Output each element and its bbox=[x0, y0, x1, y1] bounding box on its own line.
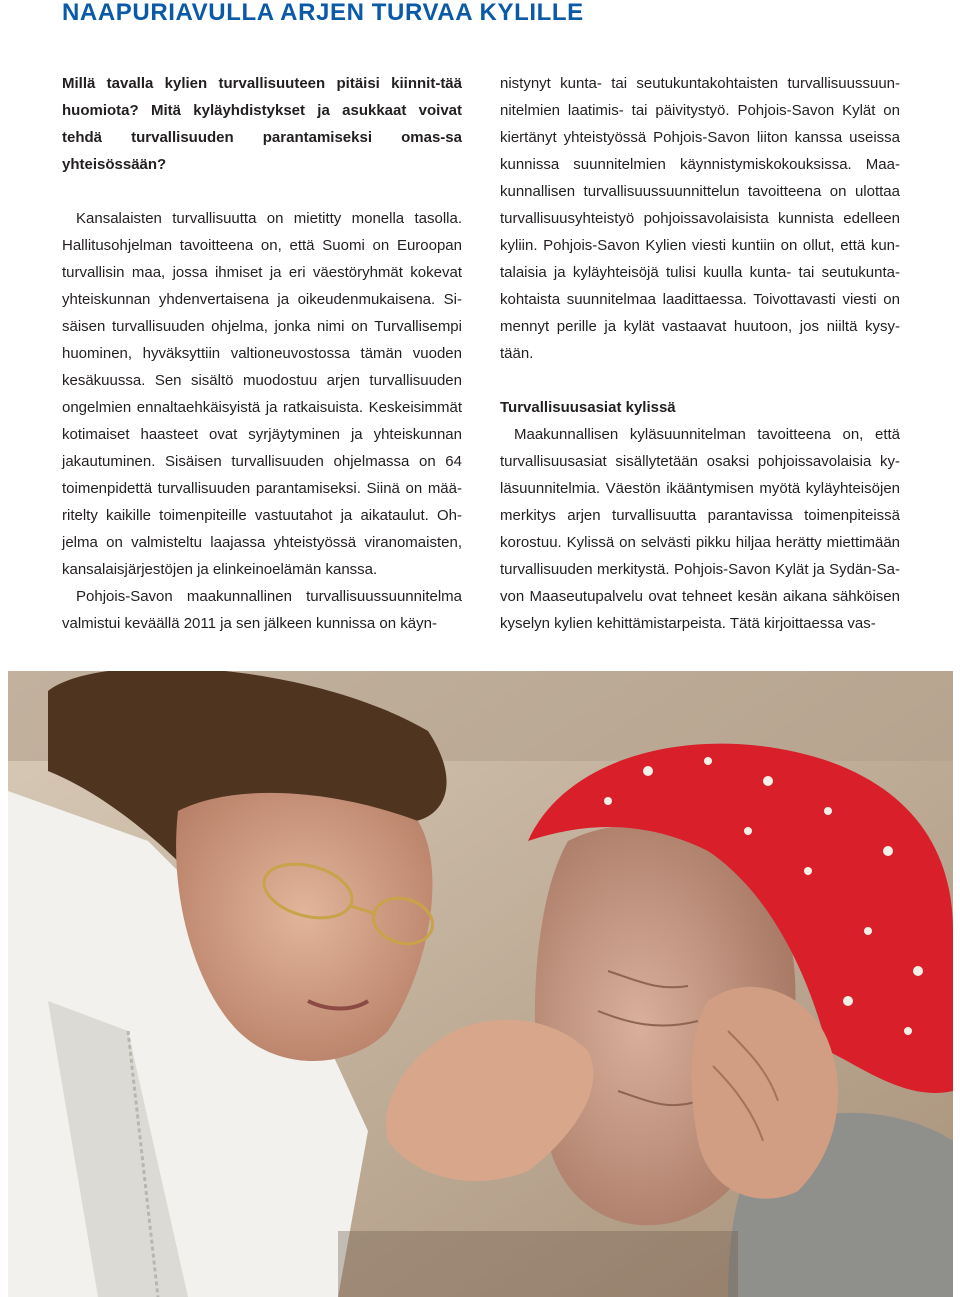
body-paragraph: Maakunnallisen kyläsuunnitelman tavoitteena on, että turvallisuusasiat sisällytetään osaksi pohjoissavolaisia ky-läsuunnitelmia. Väestön ikääntymisen myötä kyläyhteisöjen merkitys arjen turvallisuutta parantavissa toimenpiteissä korostuu. Kylissä on selvästi pikku hiljaa herätty miettimään turvallisuuden merkitystä. Pohjois-Savon Kylät ja Sydän-Sa-von Maaseutupalvelu ovat tehneet kesän aikana sähköisen kyselyn kylien kehittämistarpeista. Tätä kirjoittaessa vas- bbox=[500, 426, 900, 632]
body-paragraph: Kansalaisten turvallisuutta on mietitty monella tasolla. Hallitusohjelman tavoitteena on, että Suomi on Euroopan turvallisin maa, jossa ihmiset ja eri väestöryhmät kokevat yhteiskunnan yhdenvertaisena ja oikeudenmukaisena. Si-säisen turvallisuuden ohjelma, jonka nimi on Turvallisempi huominen, hyväksyttiin valtioneuvostossa tämän vuoden kesäkuussa. Sen sisältö muodostuu arjen turvallisuuden ongelmien ennaltaehkäisyistä ja ratkaisuista. Keskeisimmät kotimaiset haasteet ovat syrjäytyminen ja yhteiskunnan jakautuminen. Sisäisen turvallisuuden ohjelmassa on 64 toimenpidettä turvallisuuden parantamiseksi. Siinä on mää-ritelty kaikille toimenpiteille vastuutahot ja aikataulut. Oh-jelma on valmisteltu laajassa yhteistyössä viranomaisten, kansalaisjärjestöjen ja elinkeinoelämän kanssa. bbox=[62, 210, 462, 578]
section-subheading: Turvallisuusasiat kylissä bbox=[500, 399, 676, 416]
page-title: NAAPURIAVULLA ARJEN TURVAA KYLILLE bbox=[62, 0, 584, 26]
body-paragraph: Pohjois-Savon maakunnallinen turvallisuussuunnitelma valmistui keväällä 2011 ja sen jälkeen kunnissa on käyn- bbox=[62, 588, 462, 632]
body-paragraph: nistynyt kunta- tai seutukuntakohtaisten turvallisuussuun-nitelmien laatimis- tai päivitystyö. Pohjois-Savon Kylät on kiertänyt yhteistyössä Pohjois-Savon liiton kanssa useissa kunnissa suunnitelmien käynnistymiskokouksissa. Maa-kunnallisen turvallisuussuunnittelun tavoitteena on ulottaa turvallisuusyhteistyö pohjoissavolaisista kunnista edelleen kyliin. Pohjois-Savon Kylien viesti kuntiin on ollut, että kun-talaisia ja kyläyhteisöjä tulisi kuulla kunta- tai seutukunta-kohtaista suunnitelmaa laadittaessa. Toivottavasti viesti on mennyt perille ja kylät vastaavat huutoon, jos niiltä kysy-tään. bbox=[500, 75, 900, 362]
lower-shadow bbox=[338, 1231, 738, 1297]
article-photo bbox=[8, 671, 953, 1297]
left-column bbox=[62, 70, 462, 637]
lead-paragraph: Millä tavalla kylien turvallisuuteen pitäisi kiinnit-tää huomiota? Mitä kyläyhdistykset ja asukkaat voivat tehdä turvallisuuden parantamiseksi omas-sa yhteisössään? bbox=[62, 75, 462, 173]
right-column bbox=[500, 70, 900, 637]
photo-illustration bbox=[8, 671, 953, 1297]
